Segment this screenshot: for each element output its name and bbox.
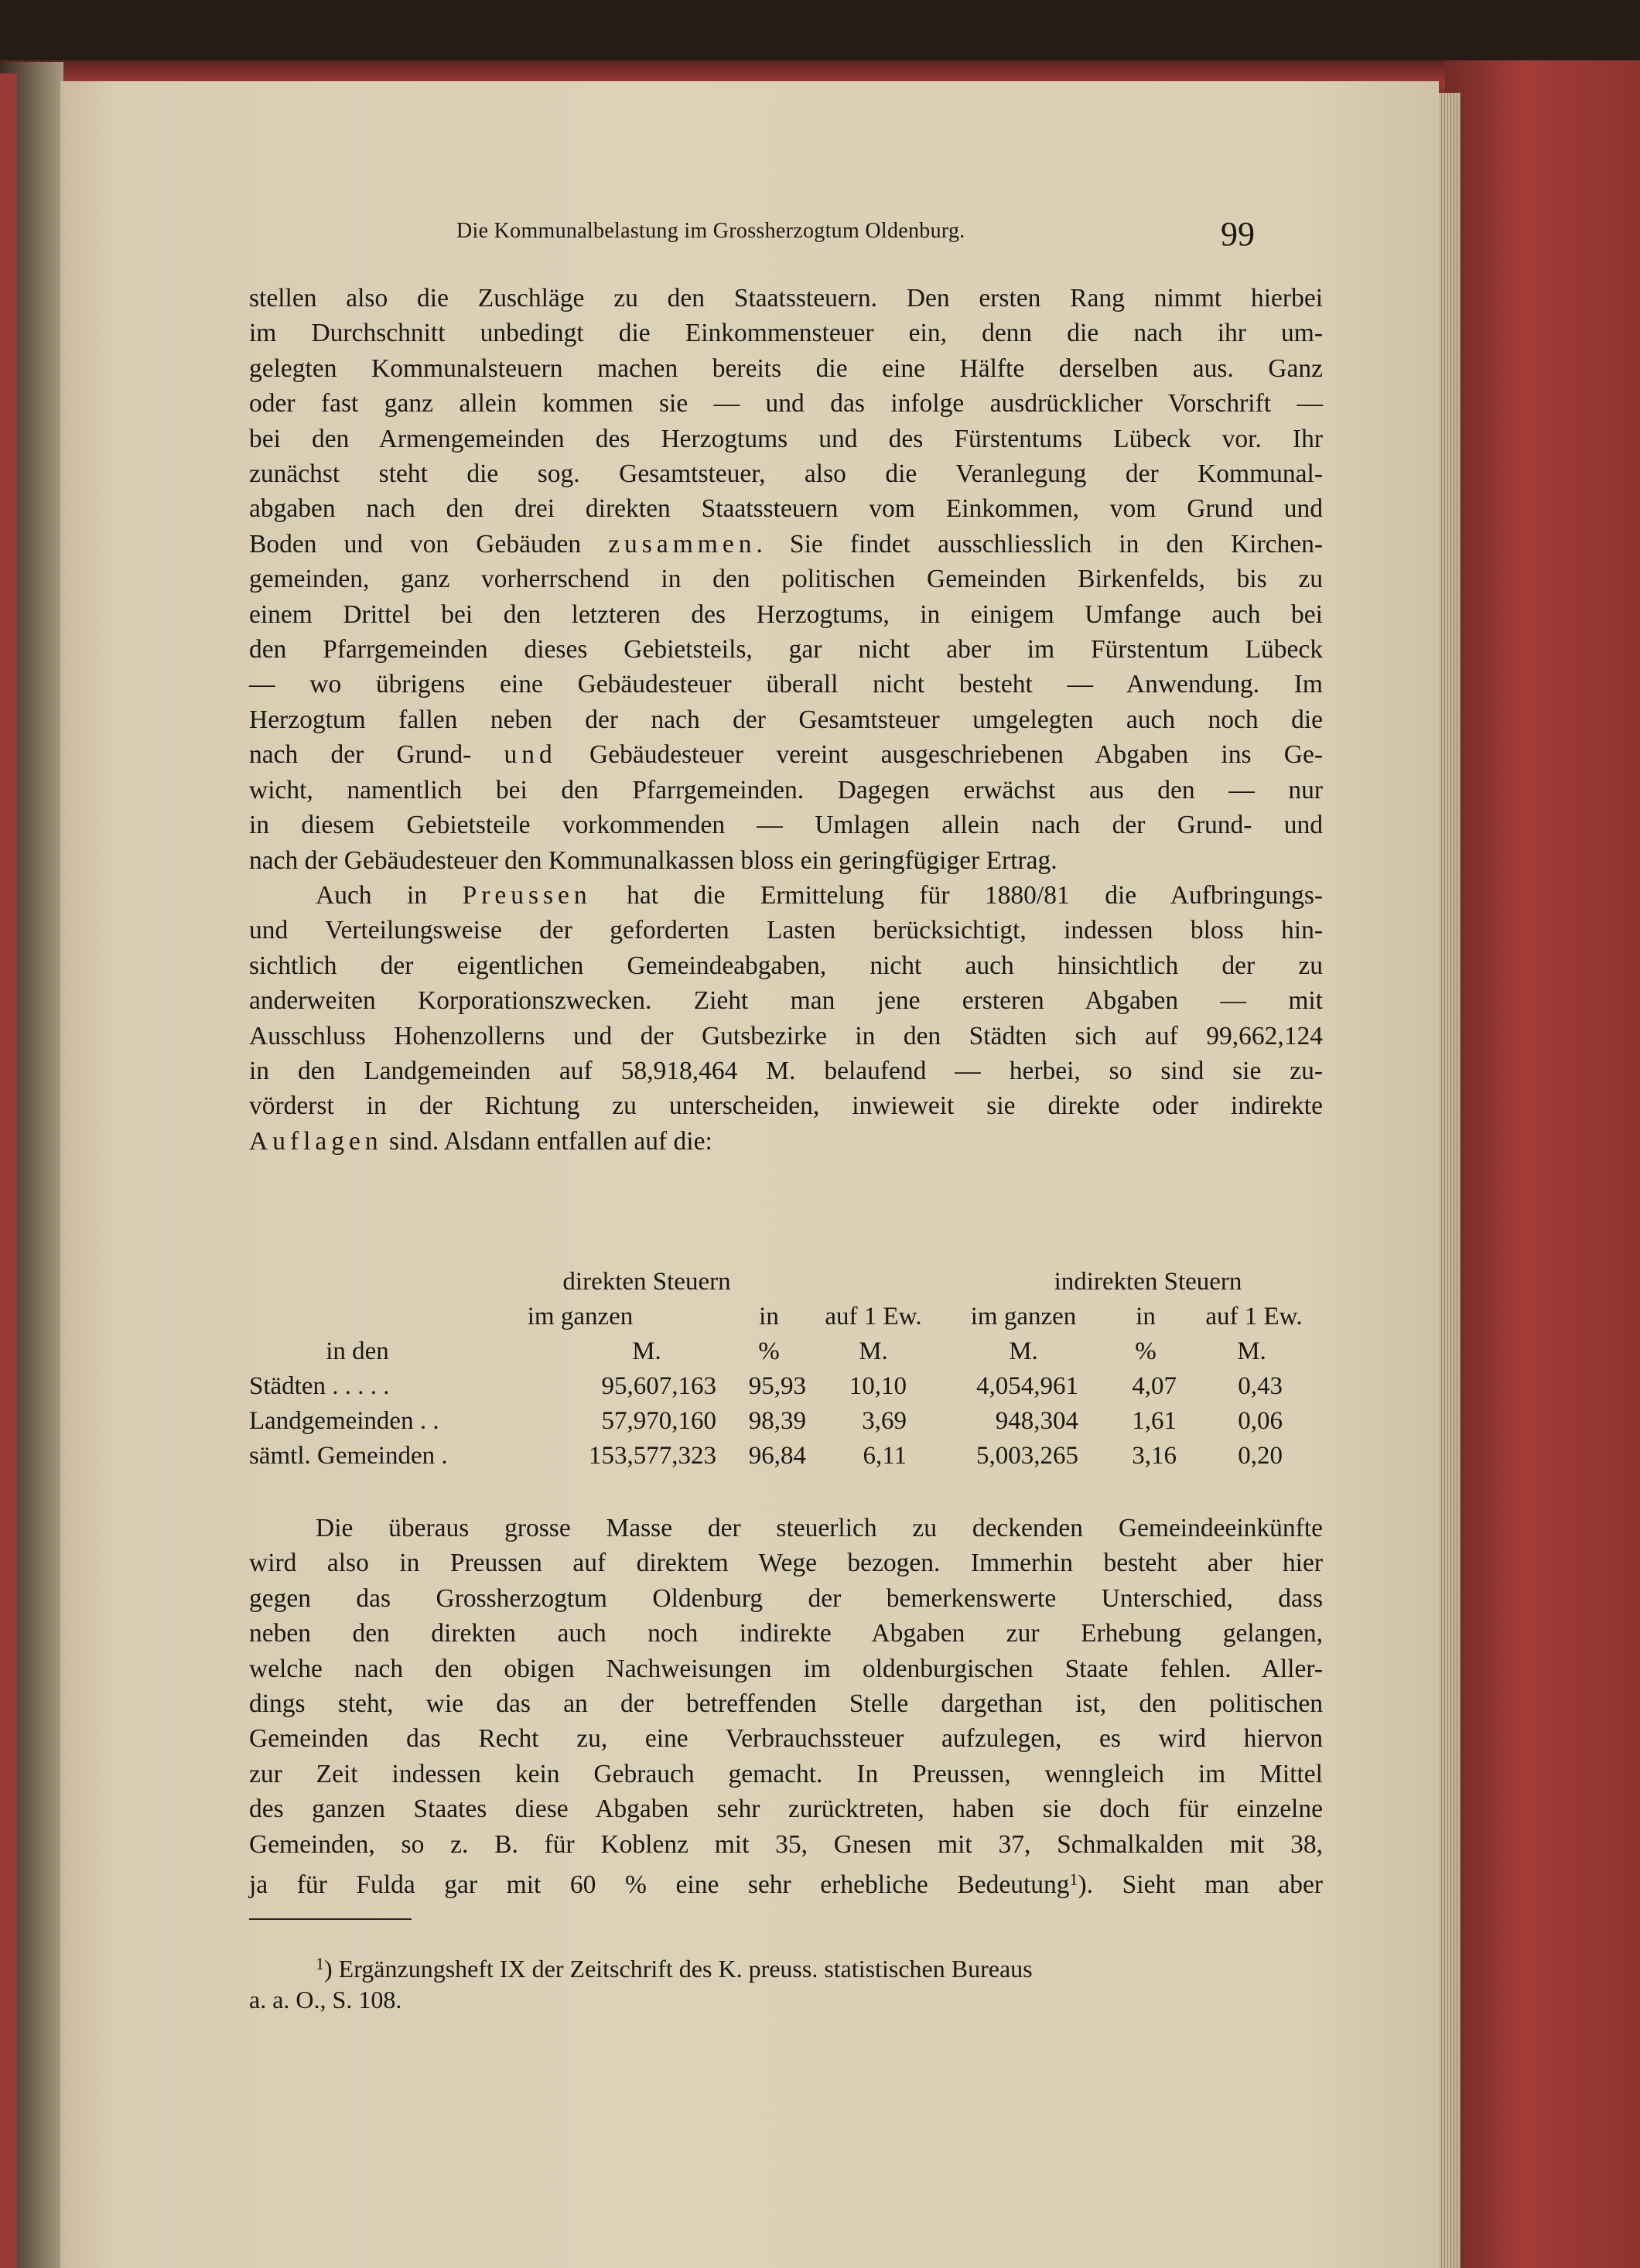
text-run: dings steht, wie das an der betreffenden Stelle dargethan ist, den politischen <box>249 1689 1323 1719</box>
text-run: und Verteilungsweise der geforderten Lasten berücksichtigt, indessen bloss hin- <box>249 916 1323 945</box>
indirect-per: 0,43 <box>1238 1372 1283 1400</box>
text-run: Die überaus grosse Masse der steuerlich zu deckenden Gemeindeeinkünfte <box>316 1514 1323 1542</box>
text-line <box>249 281 1323 316</box>
text-run: nach der Grund- <box>249 740 504 770</box>
text-run: des ganzen Staates diese Abgaben sehr zurücktreten, haben sie doch für einzelne <box>249 1795 1323 1824</box>
text-line <box>249 773 1323 808</box>
group-header-indirect: indirekten Steuern <box>1054 1268 1242 1296</box>
unit-indirect-per: M. <box>1237 1337 1266 1365</box>
col-indirect-per: auf 1 Ew. <box>1205 1303 1303 1330</box>
text-run: ). Sieht man aber <box>1078 1870 1324 1900</box>
text-run: gemeinden, ganz vorherrschend in den politischen Gemeinden Birkenfelds, bis zu <box>249 565 1323 594</box>
text-run: Boden und von Gebäuden <box>249 529 609 558</box>
emphasis-spaced: zusammen <box>608 529 757 558</box>
text-line <box>249 843 1323 878</box>
text-run: wicht, namentlich bei den Pfarrgemeinden. Dagegen erwächst aus den — nur <box>249 775 1323 804</box>
text-run: Gemeinden, so z. B. für Koblenz mit 35, Gnesen mit 37, Schmalkalden mit 38, <box>249 1829 1323 1859</box>
text-line <box>249 1019 1323 1054</box>
col-direct-per: auf 1 Ew. <box>825 1303 922 1330</box>
indirect-total: 5,003,265 <box>976 1442 1078 1470</box>
text-line <box>249 527 1323 562</box>
text-line <box>249 1721 1323 1756</box>
text-run: zunächst steht die sog. Gesamtsteuer, also die Veranlegung der Kommunal- <box>249 459 1323 489</box>
text-run: wird also in Preussen auf direktem Wege bezogen. Immerhin besteht aber hier <box>249 1549 1323 1578</box>
text-line <box>249 667 1323 702</box>
text-line <box>249 632 1323 667</box>
direct-pct: 98,39 <box>748 1407 806 1435</box>
text-line <box>249 1088 1323 1123</box>
footnote-line-2: a. a. O., S. 108. <box>249 1986 402 2014</box>
direct-total: 95,607,163 <box>601 1372 716 1400</box>
footnote-reference: 1 <box>1069 1870 1078 1890</box>
text-run: gegen das Grossherzogtum Oldenburg der bemerkenswerte Unterschied, dass <box>249 1583 1323 1613</box>
emphasis-spaced: und <box>504 740 557 770</box>
row-label-header: in den <box>326 1337 389 1365</box>
text-run: abgaben nach den drei direkten Staatssteuern vom Einkommen, vom Grund und <box>249 494 1323 524</box>
text-line <box>249 1827 1323 1862</box>
text-line <box>249 808 1323 842</box>
text-line <box>249 562 1323 596</box>
indirect-pct: 3,16 <box>1132 1442 1177 1470</box>
table-units-row <box>249 1334 1323 1369</box>
direct-per: 10,10 <box>849 1372 907 1400</box>
text-run: — wo übrigens eine Gebäudesteuer überall nicht besteht — Anwendung. Im <box>249 670 1323 699</box>
text-line <box>249 913 1323 948</box>
footnote <box>249 1949 1323 2015</box>
text-line <box>249 878 1323 913</box>
body-text-top <box>249 281 1323 1159</box>
text-run: sind. Alsdann entfallen auf die: <box>382 1126 712 1156</box>
text-line <box>249 1792 1323 1826</box>
paragraph-2 <box>249 878 1323 1159</box>
col-indirect-total: im ganzen <box>970 1303 1077 1330</box>
row-label: Städten . . . . . <box>249 1372 390 1400</box>
text-run: stellen also die Zuschläge zu den Staatssteuern. Den ersten Rang nimmt hierbei <box>249 284 1323 313</box>
unit-direct-pct: % <box>758 1337 780 1365</box>
row-label: Landgemeinden . . <box>249 1407 439 1435</box>
emphasis-spaced: Preussen <box>462 880 592 910</box>
unit-indirect-total: M. <box>1009 1337 1038 1365</box>
text-run: eine sehr erhebliche Bedeutung <box>646 1870 1070 1900</box>
text-run: sichtlich der eigentlichen Gemeindeabgaben, nicht auch hinsichtlich der zu <box>249 951 1323 980</box>
running-head: Die Kommunalbelastung im Grossherzogtum Oldenburg. <box>456 219 965 243</box>
text-run: den Pfarrgemeinden dieses Gebietsteils, gar nicht aber im Fürstentum Lübeck <box>249 635 1323 664</box>
col-direct-total: im ganzen <box>527 1303 634 1330</box>
text-run: neben den direkten auch noch indirekte Abgaben zur Erhebung gelangen, <box>249 1619 1323 1648</box>
text-run: vörderst in der Richtung zu unterscheiden, inwieweit sie direkte oder indirekte <box>249 1091 1323 1121</box>
page-number: 99 <box>1221 215 1255 253</box>
text-run: bei den Armengemeinden des Herzogtums und des Fürstentums Lübeck vor. Ihr <box>249 424 1323 453</box>
footnote-mark: 1 <box>316 1954 324 1973</box>
text-run: ja für Fulda gar mit 60 <box>249 1870 596 1900</box>
text-line <box>249 316 1323 350</box>
text-run: welche nach den obigen Nachweisungen im oldenburgischen Staate fehlen. Aller- <box>249 1654 1323 1683</box>
text-line <box>249 1546 1323 1580</box>
text-run: Gebäudesteuer vereint ausgeschriebenen Abgaben ins Ge- <box>556 740 1323 770</box>
indirect-per: 0,06 <box>1238 1407 1283 1435</box>
row-label: sämtl. Gemeinden . <box>249 1442 448 1470</box>
text-line <box>249 702 1323 737</box>
direct-pct: 96,84 <box>748 1442 806 1470</box>
text-run: Ausschluss Hohenzollerns und der Gutsbezirke in den Städten sich auf 99,662,124 <box>249 1021 1323 1050</box>
text-run: anderweiten Korporationszwecken. Zieht man jene ersteren Abgaben — mit <box>249 986 1323 1016</box>
text-line <box>249 1511 1323 1546</box>
indirect-per: 0,20 <box>1238 1442 1283 1470</box>
indirect-total: 4,054,961 <box>976 1372 1078 1400</box>
table-row <box>249 1439 1323 1474</box>
indirect-pct: 4,07 <box>1132 1372 1177 1400</box>
text-line <box>249 948 1323 983</box>
table-row <box>249 1369 1323 1404</box>
text-run: im Durchschnitt unbedingt die Einkommensteuer ein, denn die nach ihr um- <box>249 319 1323 348</box>
direct-per: 6,11 <box>863 1442 907 1470</box>
text-line <box>249 1862 1323 1902</box>
text-line <box>249 351 1323 386</box>
text-line <box>249 422 1323 456</box>
table-row <box>249 1404 1323 1439</box>
unit-indirect-pct: % <box>1135 1337 1157 1365</box>
text-line <box>249 1651 1323 1686</box>
indirect-total: 948,304 <box>995 1407 1078 1435</box>
text-line <box>249 1054 1323 1088</box>
paragraph-3 <box>249 1511 1323 1902</box>
text-run: hat die Ermittelung für 1880/81 die Aufbringungs- <box>591 880 1324 910</box>
text-run: . Sie findet ausschliesslich in den Kirchen- <box>756 529 1323 558</box>
text-run: gelegten Kommunalsteuern machen bereits die eine Hälfte derselben aus. Ganz <box>249 354 1323 383</box>
paragraph-1 <box>249 281 1323 878</box>
direct-per: 3,69 <box>862 1407 907 1435</box>
unit-direct-total: M. <box>632 1337 661 1365</box>
unit-direct-per: M. <box>859 1337 888 1365</box>
text-run: Herzogtum fallen neben der nach der Gesamtsteuer umgelegten auch noch die <box>249 705 1323 734</box>
text-line <box>249 983 1323 1018</box>
text-line <box>249 1124 1323 1159</box>
tax-table <box>249 1265 1323 1474</box>
text-run: nach der Gebäudesteuer den Kommunalkassen bloss ein geringfügiger Ertrag. <box>249 845 1057 875</box>
text-run: Auch in <box>316 880 463 910</box>
text-run: einem Drittel bei den letzteren des Herzogtums, in einigem Umfange auch bei <box>249 599 1323 629</box>
text-run: in den Landgemeinden auf 58,918,464 M. belaufend — herbei, so sind sie zu- <box>249 1056 1323 1085</box>
text-line <box>249 1686 1323 1721</box>
book-page <box>60 81 1439 2268</box>
text-run: in diesem Gebietsteile vorkommenden — Umlagen allein nach der Grund- und <box>249 811 1323 840</box>
footnote-line-1: ) Ergänzungsheft IX der Zeitschrift des K. preuss. statistischen Bureaus <box>324 1955 1033 1983</box>
indirect-pct: 1,61 <box>1132 1407 1177 1435</box>
direct-pct: 95,93 <box>748 1372 806 1400</box>
text-line <box>249 737 1323 772</box>
table-sub-header <box>249 1300 1323 1334</box>
book-cover-left-edge <box>0 73 17 2268</box>
book-cover-right <box>1445 60 1640 2268</box>
group-header-direct: direkten Steuern <box>562 1268 731 1296</box>
footnote-rule <box>249 1918 412 1920</box>
percent-sign: % <box>596 1870 647 1900</box>
body-text-bottom <box>249 1511 1323 1902</box>
text-line <box>249 597 1323 632</box>
table-group-header <box>249 1265 1323 1300</box>
emphasis-spaced: Auflagen <box>249 1126 383 1156</box>
text-line <box>249 386 1323 421</box>
text-line <box>249 1616 1323 1651</box>
text-line <box>249 491 1323 526</box>
text-line <box>249 1757 1323 1792</box>
text-line <box>249 1581 1323 1616</box>
col-direct-in: in <box>759 1303 779 1330</box>
text-line <box>249 456 1323 491</box>
col-indirect-in: in <box>1136 1303 1156 1330</box>
direct-total: 153,577,323 <box>589 1442 716 1470</box>
direct-total: 57,970,160 <box>601 1407 716 1435</box>
text-run: zur Zeit indessen kein Gebrauch gemacht. In Preussen, wenngleich im Mittel <box>249 1759 1323 1788</box>
text-run: oder fast ganz allein kommen sie — und das infolge ausdrücklicher Vorschrift — <box>249 389 1323 418</box>
text-run: Gemeinden das Recht zu, eine Verbrauchssteuer aufzulegen, es wird hiervon <box>249 1724 1323 1754</box>
